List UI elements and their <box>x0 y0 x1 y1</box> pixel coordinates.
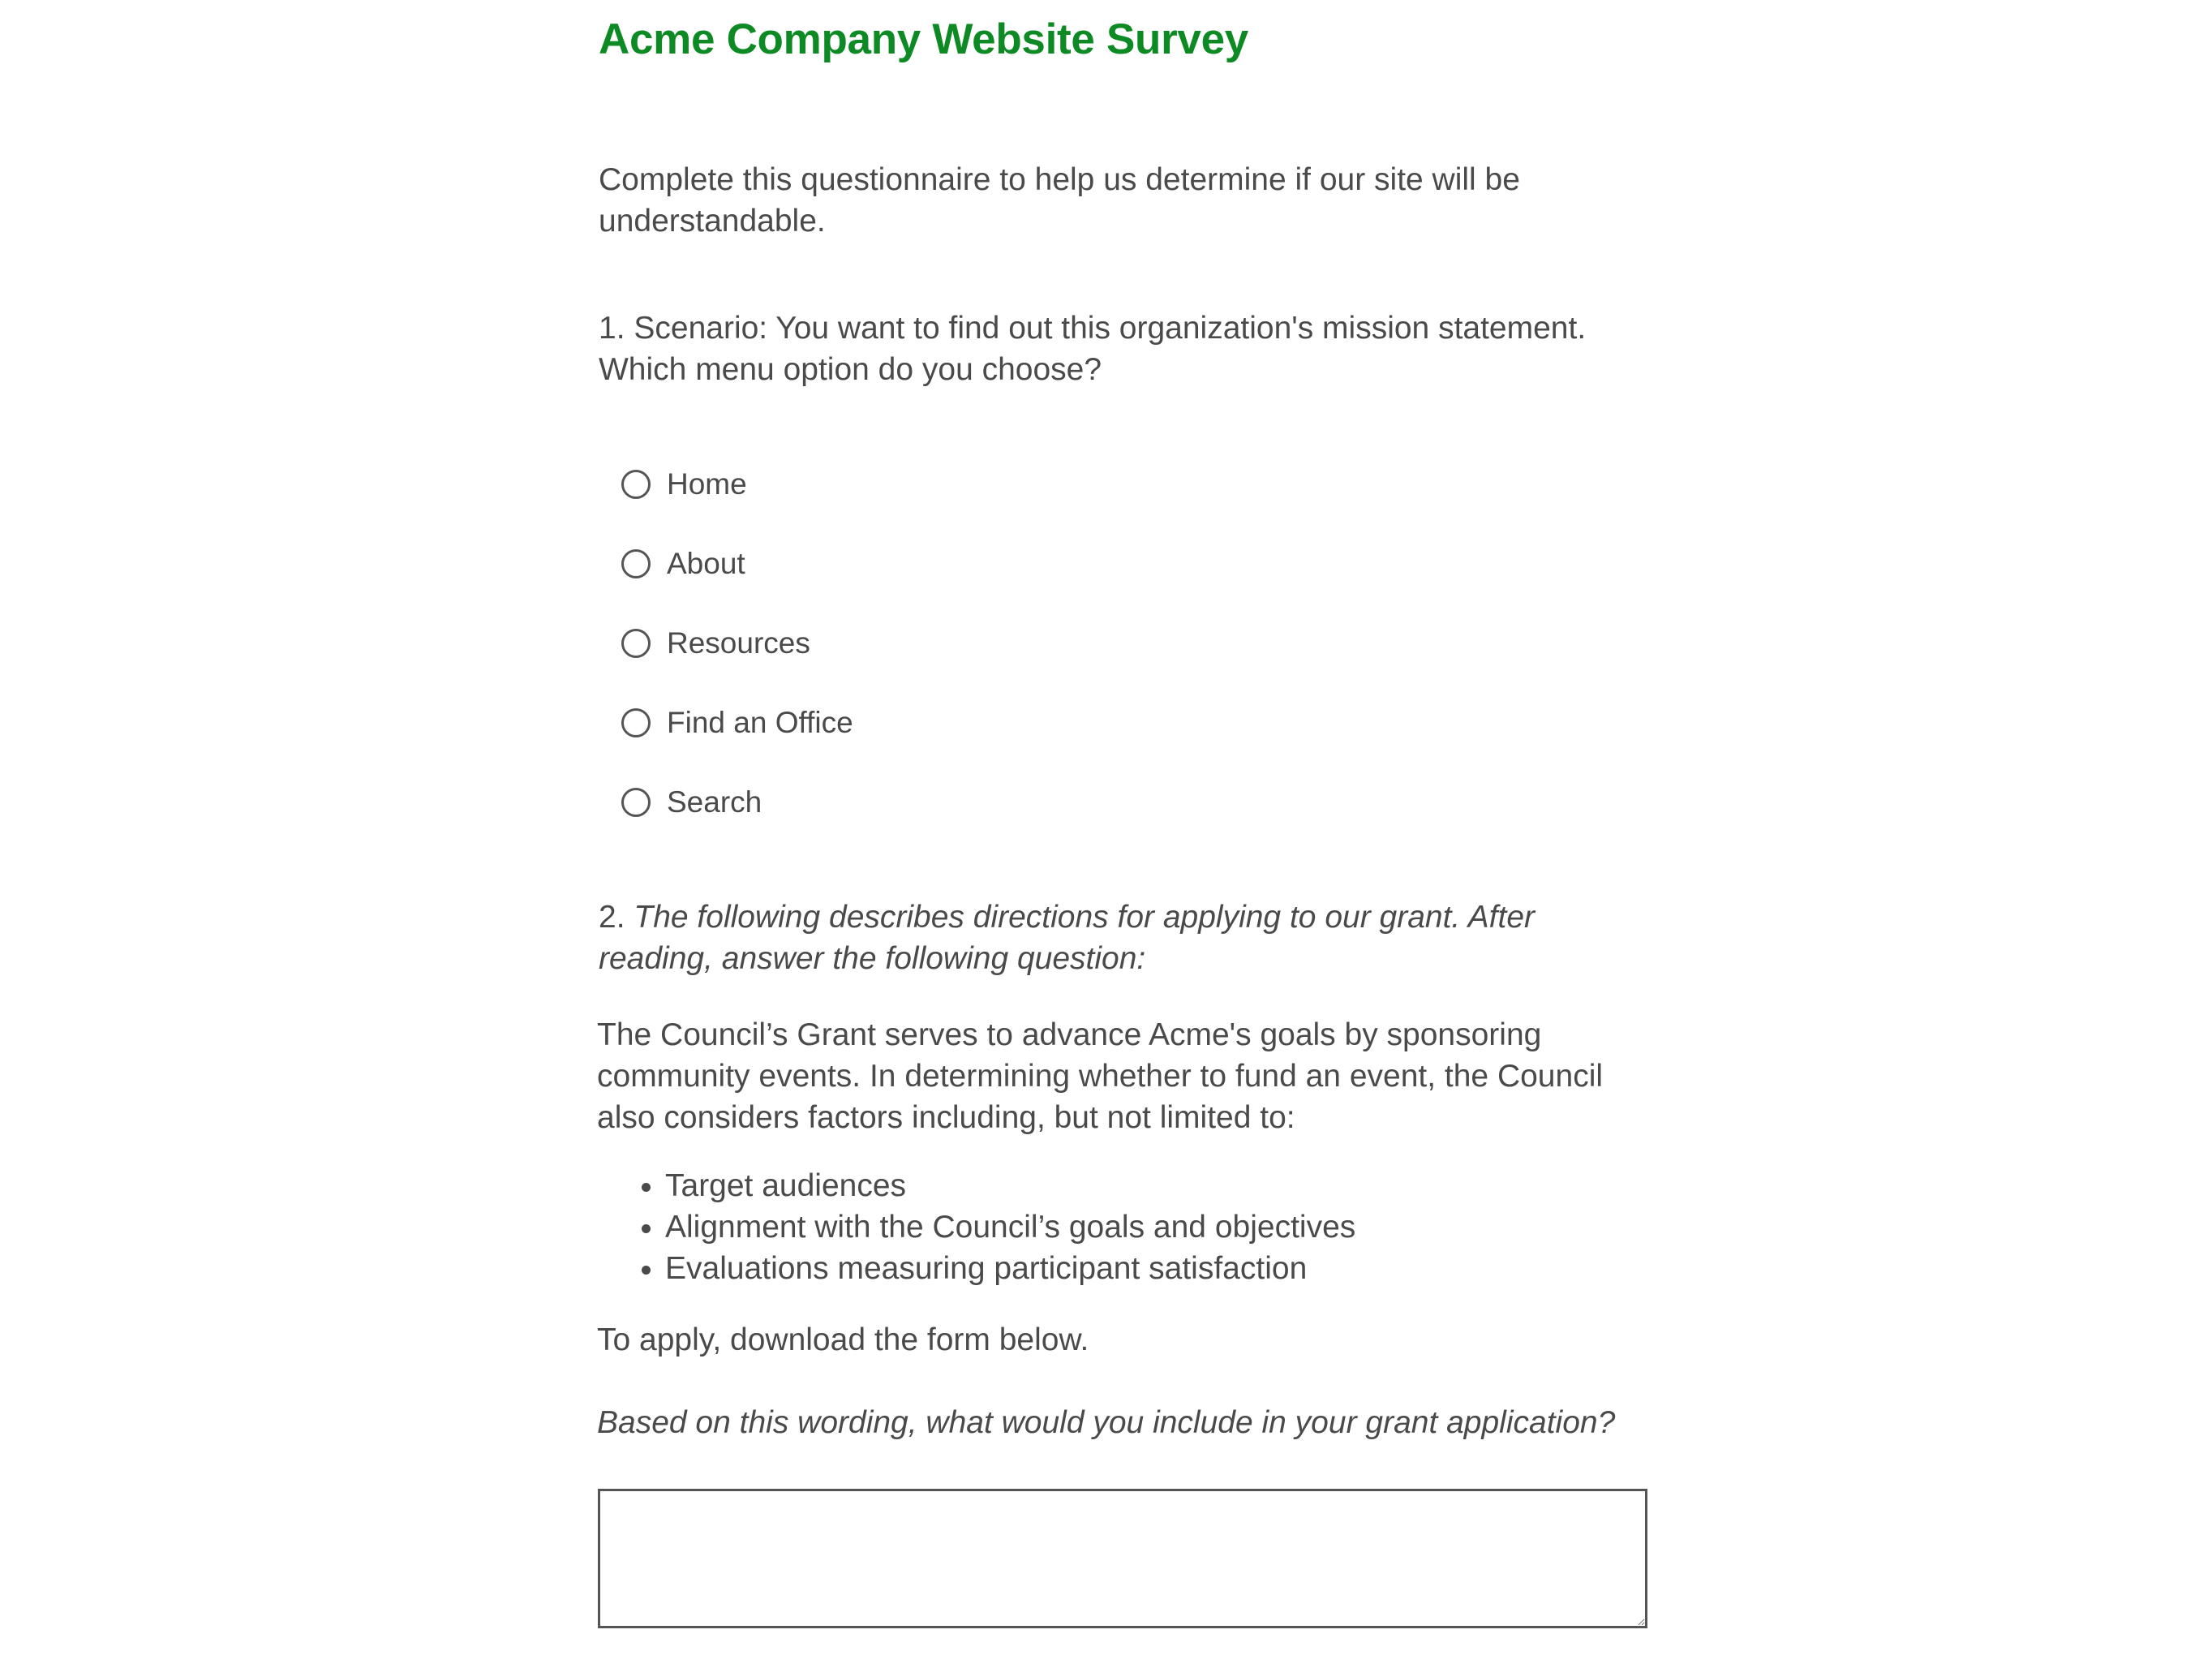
question-1-number: 1. <box>599 311 625 346</box>
choice-resources[interactable] <box>621 604 853 683</box>
radio-button-search[interactable] <box>621 788 651 817</box>
survey-intro: Complete this questionnaire to help us determine if our site will be understandable. <box>599 162 1520 239</box>
question-2-number: 2. <box>599 900 625 935</box>
question-1-text <box>599 307 1645 390</box>
radio-button-about[interactable] <box>621 549 651 578</box>
radio-button-resources[interactable] <box>621 629 651 658</box>
choice-label[interactable]: Home <box>667 467 747 501</box>
list-item: • Alignment with the Council’s goals and objectives <box>665 1206 1355 1248</box>
grant-description: The Council’s Grant serves to advance Acme's goals by sponsoring community events. In determining whether to fund an event, the Council also considers factors including, but not limited to: <box>597 1017 1604 1135</box>
choice-label[interactable]: Find an Office <box>667 706 853 739</box>
question-1-choices <box>621 445 853 842</box>
radio-button-home[interactable] <box>621 470 651 499</box>
choice-label[interactable]: Resources <box>667 626 810 660</box>
choice-label[interactable]: About <box>667 547 745 580</box>
grant-answer-textarea[interactable] <box>598 1489 1647 1628</box>
choice-find-an-office[interactable] <box>621 683 853 763</box>
list-item: • Target audiences <box>665 1165 1355 1206</box>
survey-title: Acme Company Website Survey <box>599 15 1248 63</box>
choice-about[interactable] <box>621 524 853 604</box>
list-item: • Evaluations measuring participant satisfaction <box>665 1248 1355 1289</box>
apply-instructions: To apply, download the form below. <box>597 1322 1089 1357</box>
question-1-prompt: Scenario: You want to find out this organization's mission statement. Which menu option do you choose? <box>599 311 1587 387</box>
grant-factors-list <box>641 1165 1355 1289</box>
choice-search[interactable] <box>621 763 853 842</box>
choice-home[interactable] <box>621 445 853 524</box>
radio-button-find-an-office[interactable] <box>621 708 651 737</box>
question-2-prompt: The following describes directions for applying to our grant. After reading, answer the following question: <box>599 900 1535 976</box>
question-2-text <box>599 896 1645 979</box>
choice-label[interactable]: Search <box>667 785 762 819</box>
grant-question: Based on this wording, what would you include in your grant application? <box>597 1405 1616 1440</box>
